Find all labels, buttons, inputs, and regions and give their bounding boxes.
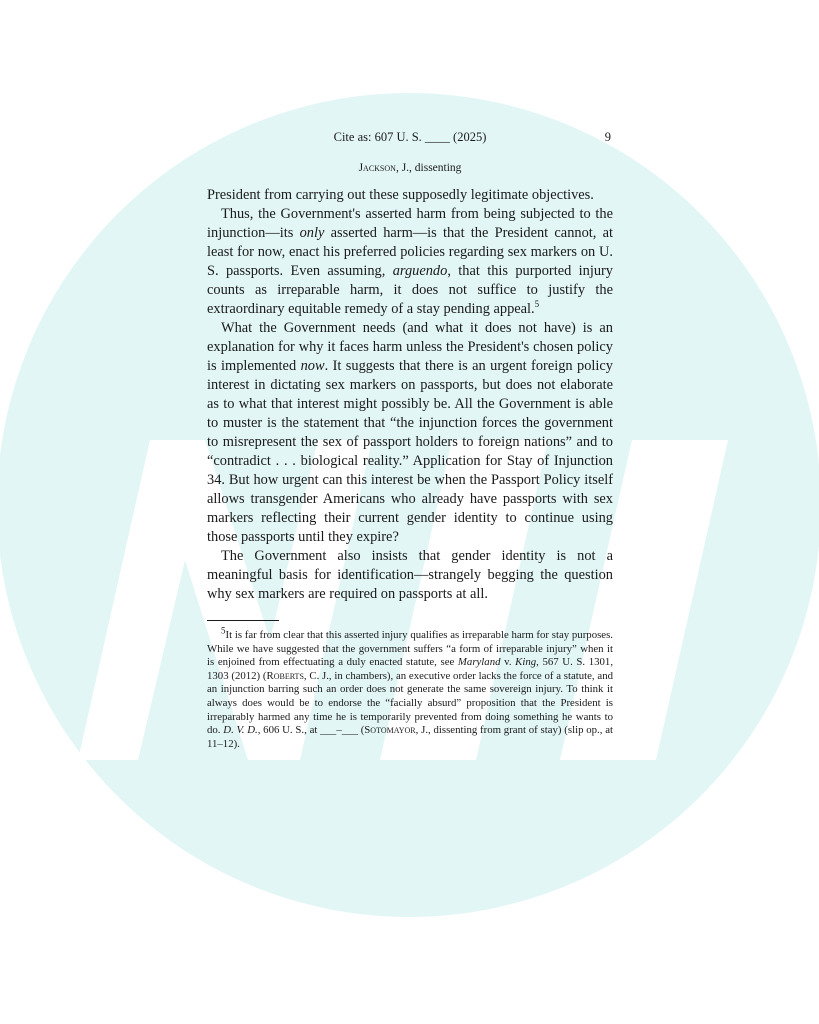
case-name-dvd: D. V. D.	[223, 724, 258, 737]
case-name-maryland: Maryland	[457, 656, 501, 669]
paragraph-3-text-b: . It suggests that there is an urgent foreign policy interest in dictating sex markers on passports, but does not elaborate as to what that interest might possibly be. All the Government is able to muster is the statement that “the injunction forces the government to misrepresent the sex of passport holders to foreign nations” and to “contradict . . . biological reality.” Application for Stay of Injunction 34. But how urgent can this interest be when the Passport Policy itself allows transgender Americans who already have passports with sex markers reflecting their current gender identity to continue using those passports until they expire?	[207, 358, 613, 545]
footnote-text-6: , J., dissenting from grant of stay) (slip op., at 11–12).	[207, 724, 613, 750]
citation: Cite as: 607 U. S. ____ (2025)	[333, 130, 487, 144]
footnote-text-5: , 606 U. S., at ___–___ (	[257, 724, 365, 737]
emphasis-now: now	[300, 358, 325, 374]
footnote-text-2: v.	[500, 656, 516, 669]
footnote-number: 5	[221, 625, 226, 636]
justice-sotomayor: Sotomayor	[364, 724, 416, 737]
paragraph-3-text-a: What the Government needs (and what it does not have) is an explanation for why it faces harm unless the President's chosen policy is implemented	[207, 320, 613, 374]
opinion-author-line	[207, 162, 613, 174]
paragraph-2-text-b: asserted harm—is that the President cannot, at least for now, enact his preferred policies regarding sex markers on U. S. passports. Even assuming,	[207, 225, 613, 279]
footnote-text-4: , C. J., in chambers), an executive order lacks the force of a statute, and an injunction barring such an order does not generate the same sovereign injury. To think it always does would be to endorse the “facially absurd” proposition that the President is irreparably harmed any time he is temporarily prevented from doing something he wants to do.	[207, 669, 613, 737]
body-text	[207, 186, 613, 604]
emphasis-arguendo: arguendo	[392, 263, 448, 279]
author-name: Jackson	[358, 162, 396, 174]
emphasis-only: only	[299, 225, 325, 241]
paragraph-2-text-c: , that this purported injury counts as irreparable harm, it does not suffice to justify the extraordinary equitable remedy of a stay pending appeal.	[207, 263, 614, 317]
footnote-text-3: , 567 U. S. 1301, 1303 (2012) (	[207, 656, 614, 682]
paragraph-3	[207, 319, 613, 547]
paragraph-2-text-a: Thus, the Government's asserted harm from being subjected to the injunction—its	[207, 206, 613, 241]
page-number: 9	[604, 130, 611, 144]
justice-roberts: Roberts	[266, 669, 304, 682]
case-name-king: King	[515, 656, 537, 669]
footnote-5	[207, 625, 614, 751]
paragraph-4: The Government also insists that gender identity is not a meaningful basis for identification—strangely begging the question why sex markers are required on passports at all.	[207, 548, 613, 602]
page-header	[207, 130, 613, 150]
footnote-divider	[207, 620, 279, 621]
paragraph-1: President from carrying out these supposedly legitimate objectives.	[207, 187, 594, 203]
paragraph-2	[207, 205, 613, 319]
footnote-ref[interactable]: 5	[534, 299, 540, 310]
footnote	[207, 625, 614, 751]
author-suffix: , J., dissenting	[395, 162, 462, 174]
document-page	[207, 130, 613, 751]
footnote-text-1: It is far from clear that this asserted injury qualifies as irreparable harm for stay purposes. While we have suggested that the government suffers “a form of irreparable injury” when it is enjoined from effectuating a duly enacted statute, see	[207, 629, 613, 669]
